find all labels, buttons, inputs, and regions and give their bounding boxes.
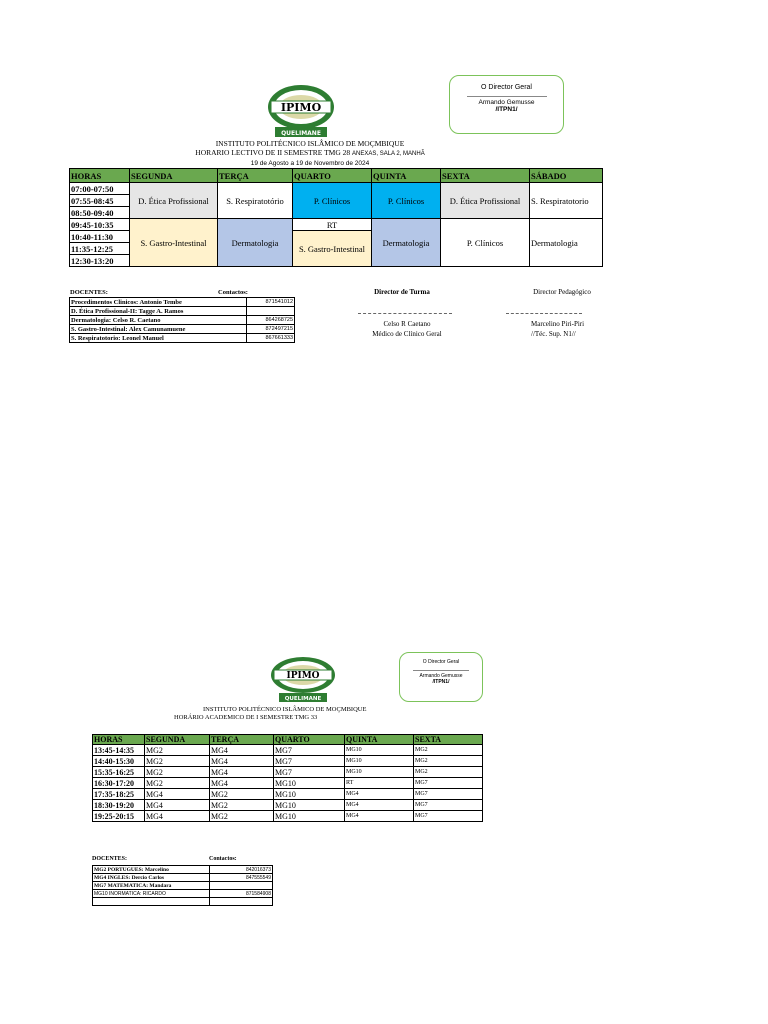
page2-docentes-table	[92, 865, 273, 906]
stamp-code: /ITPN1/	[432, 679, 450, 685]
class-cell: MG4	[145, 800, 210, 811]
class-cell: S. Respiratotorio	[530, 183, 603, 219]
class-cell: MG7	[274, 767, 345, 778]
table-row	[93, 898, 273, 906]
class-cell: RT	[293, 219, 372, 231]
class-cell: P. Clínicos	[441, 219, 530, 267]
col-header: SEGUNDA	[145, 735, 210, 745]
class-cell: MG4	[145, 789, 210, 800]
class-cell: Dermatologia	[372, 219, 441, 267]
class-cell: MG4	[210, 778, 274, 789]
col-header: HORAS	[93, 735, 145, 745]
logo-emblem-icon	[263, 82, 339, 140]
class-cell: MG2	[210, 789, 274, 800]
docente-contact: 847555549	[210, 874, 273, 882]
table-row	[93, 874, 273, 882]
class-cell: MG2	[210, 811, 274, 822]
hour-cell: 11:35-12:25	[70, 243, 130, 255]
docente-contact: 867661333	[247, 334, 295, 343]
hour-cell: 19:25-20:15	[93, 811, 145, 822]
col-header: QUINTA	[372, 169, 441, 183]
class-cell: MG7	[274, 756, 345, 767]
col-header: SEXTA	[441, 169, 530, 183]
class-cell: MG10	[274, 811, 345, 822]
col-header: SEGUNDA	[130, 169, 218, 183]
docente-contact	[210, 898, 273, 906]
institute-name: INSTITUTO POLITÉCNICO ISLÂMICO DE MOÇMBIQUE	[215, 139, 405, 148]
table-row	[93, 778, 483, 789]
pedagogic-director-role: //Téc. Sup. N1//	[531, 330, 576, 338]
logo-emblem-icon	[265, 655, 341, 703]
schedule-title	[150, 148, 470, 159]
institute-name: INSTITUTO POLITÉCNICO ISLÂMICO DE MOÇMBIQUE	[203, 706, 367, 713]
class-cell: MG2	[414, 756, 483, 767]
col-header: QUINTA	[345, 735, 414, 745]
contacts-label: Contactos:	[209, 856, 237, 862]
class-cell: D. Ética Profissional	[130, 183, 218, 219]
class-cell: MG4	[210, 767, 274, 778]
class-cell: Dermatologia	[530, 219, 603, 267]
docentes-label: DOCENTES:	[70, 289, 108, 296]
table-row	[70, 334, 295, 343]
col-header: TERÇA	[218, 169, 293, 183]
schedule-title-main: HORARIO LECTIVO DE II SEMESTRE TMG 28	[195, 148, 351, 157]
class-cell: MG4	[345, 800, 414, 811]
col-header: QUARTO	[293, 169, 372, 183]
institute-logo	[265, 655, 341, 703]
institute-logo	[263, 82, 339, 140]
docente-name: MG2 PORTUGUES: Marcelino	[93, 866, 210, 874]
director-stamp	[449, 75, 564, 134]
hour-cell: 17:35-18:25	[93, 789, 145, 800]
table-row	[70, 298, 295, 307]
hour-cell: 15:35-16:25	[93, 767, 145, 778]
pedagogic-director-title: Director Pedagógico	[533, 288, 591, 296]
class-cell: S. Gastro-Intestinal	[293, 231, 372, 267]
stamp-name: Armando Gemusse	[419, 673, 463, 679]
class-cell: S. Respiratotório	[218, 183, 293, 219]
docente-name: MG7 MATEMATICA: Mandara	[93, 882, 210, 890]
class-cell: MG4	[145, 811, 210, 822]
class-cell: MG2	[145, 745, 210, 756]
col-header: HORAS	[70, 169, 130, 183]
stamp-line	[467, 96, 547, 97]
schedule-title: HORÁRIO ACADEMICO DE I SEMESTRE TMG 33	[174, 714, 318, 721]
docente-contact	[247, 307, 295, 316]
class-cell: D. Ética Profissional	[441, 183, 530, 219]
class-cell: RT	[345, 778, 414, 789]
logo-text: IPIMO	[286, 671, 320, 681]
hour-cell: 14:40-15:30	[93, 756, 145, 767]
class-cell: MG7	[414, 789, 483, 800]
hour-cell: 10:40-11:30	[70, 231, 130, 243]
docente-name	[93, 898, 210, 906]
logo-banner: QUELIMANE	[281, 130, 321, 137]
class-cell: MG2	[414, 767, 483, 778]
table-row	[93, 756, 483, 767]
class-cell: MG7	[274, 745, 345, 756]
turma-director-title: Director de Turma	[374, 288, 430, 296]
col-header: QUARTO	[274, 735, 345, 745]
docente-name: S. Gastro-Intestinal: Alex Camunamuene	[70, 325, 247, 334]
logo-banner: QUELIMANE	[284, 696, 322, 702]
table-row	[70, 219, 603, 231]
docente-contact: 842016373	[210, 866, 273, 874]
table-row	[93, 890, 273, 898]
table-row	[93, 800, 483, 811]
table-row	[93, 882, 273, 890]
turma-director-role: Médico de Clínico Geral	[372, 330, 442, 338]
schedule-dates: 19 de Agosto a 19 de Novembro de 2024	[250, 160, 370, 167]
page2-timetable	[92, 734, 483, 822]
docente-contact: 871541012	[247, 298, 295, 307]
timetable-header-row	[70, 169, 603, 183]
table-row	[93, 866, 273, 874]
class-cell: P. Clínicos	[293, 183, 372, 219]
class-cell: MG4	[345, 811, 414, 822]
table-row	[70, 316, 295, 325]
stamp-code: /ITPN1/	[495, 106, 518, 113]
class-cell: MG4	[210, 756, 274, 767]
pedagogic-signature-line	[506, 313, 582, 314]
class-cell: MG7	[414, 811, 483, 822]
class-cell: MG2	[210, 800, 274, 811]
col-header: TERÇA	[210, 735, 274, 745]
class-cell: P. Clínicos	[372, 183, 441, 219]
logo-text: IPIMO	[280, 101, 322, 114]
docente-name: MG10 INORMATICA: RICARDO	[93, 890, 210, 898]
docente-name: MG4 INGLES: Dercio Carlos	[93, 874, 210, 882]
table-row	[70, 183, 603, 195]
class-cell: MG4	[345, 789, 414, 800]
stamp-line	[413, 670, 469, 671]
hour-cell: 18:30-19:20	[93, 800, 145, 811]
stamp-title: O Director Geral	[422, 659, 460, 665]
docente-name: D. Ética Profissional-II: Tagge A. Ramos	[70, 307, 247, 316]
class-cell: MG2	[414, 745, 483, 756]
hour-cell: 13:45-14:35	[93, 745, 145, 756]
docente-contact: 864268725	[247, 316, 295, 325]
class-cell: MG10	[345, 745, 414, 756]
turma-signature-line	[358, 313, 452, 314]
col-header: SÁBADO	[530, 169, 603, 183]
class-cell: MG10	[274, 800, 345, 811]
docentes-label: DOCENTES:	[92, 856, 128, 862]
class-cell: Dermatologia	[218, 219, 293, 267]
class-cell: MG10	[345, 767, 414, 778]
table-row	[93, 745, 483, 756]
col-header: SEXTA	[414, 735, 483, 745]
class-cell: MG10	[274, 778, 345, 789]
table-row	[70, 325, 295, 334]
page1-docentes-table	[69, 297, 295, 343]
class-cell: MG4	[210, 745, 274, 756]
timetable-header-row	[93, 735, 483, 745]
stamp-title: O Director Geral	[481, 84, 532, 91]
table-row	[93, 811, 483, 822]
docente-name: Procedimentos Clinicos: Antonio Tembe	[70, 298, 247, 307]
docente-name: Dermatologia: Celso R. Caetano	[70, 316, 247, 325]
table-row	[70, 307, 295, 316]
docente-name: S. Respiratotorio: Leonel Manuel	[70, 334, 247, 343]
hour-cell: 07:00-07:50	[70, 183, 130, 195]
table-row	[93, 789, 483, 800]
class-cell: MG2	[145, 778, 210, 789]
hour-cell: 08:50-09:40	[70, 207, 130, 219]
contacts-label: Contactos:	[218, 289, 248, 296]
class-cell: MG2	[145, 756, 210, 767]
hour-cell: 07:55-08:45	[70, 195, 130, 207]
class-cell: MG10	[345, 756, 414, 767]
turma-director-name: Celso R Caetano	[383, 320, 431, 328]
schedule-title-extra: ANEXAS, SALA 2, MANHÃ	[352, 151, 425, 157]
class-cell: MG7	[414, 778, 483, 789]
page1-header	[150, 139, 470, 168]
hour-cell: 09:45-10:35	[70, 219, 130, 231]
docente-contact: 872497215	[247, 325, 295, 334]
class-cell: S. Gastro-Intestinal	[130, 219, 218, 267]
pedagogic-director-name: Marcelino Piri-Piri	[531, 320, 585, 328]
docente-contact: 871584908	[210, 890, 273, 898]
class-cell: MG7	[414, 800, 483, 811]
stamp-name: Armando Gemusse	[478, 99, 535, 106]
hour-cell: 12:30-13:20	[70, 255, 130, 267]
class-cell: MG10	[274, 789, 345, 800]
page1-timetable	[69, 168, 603, 267]
director-stamp	[399, 652, 483, 702]
table-row	[93, 767, 483, 778]
docente-contact	[210, 882, 273, 890]
hour-cell: 16:30-17:20	[93, 778, 145, 789]
class-cell: MG2	[145, 767, 210, 778]
